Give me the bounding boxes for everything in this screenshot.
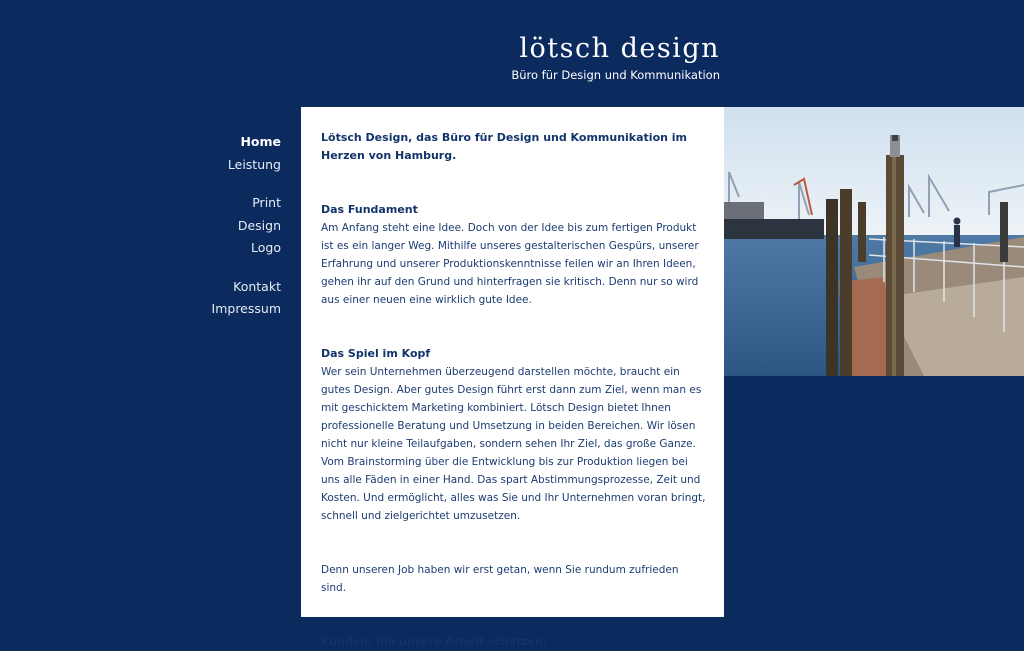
harbor-photo (724, 107, 1024, 376)
brand-subtitle: Büro für Design und Kommunikation (511, 68, 720, 82)
nav-group (212, 276, 281, 321)
nav-group (212, 131, 281, 176)
closing-text: Denn unseren Job haben wir erst getan, wenn Sie rundum zufrieden sind. (321, 564, 679, 594)
nav-item-impressum[interactable]: Impressum (211, 301, 281, 316)
section-fundament (321, 201, 706, 309)
nav-item-home[interactable]: Home (240, 134, 281, 149)
nav-item-print[interactable]: Print (252, 195, 281, 210)
section-body: Am Anfang steht eine Idee. Doch von der Idee bis zum fertigen Produkt ist es ein langer Weg. Mithilfe unseres gestalterischen Gespürs, unserer Erfahrung und unserer Produktionskenntnisse feilen wir an Ihren Ideen, gehen ihr auf den Grund und hinterfragen sie kritisch. Denn nur so wird aus einer neuen eine wirklich gute Idee. (321, 222, 699, 306)
nav-item-leistung[interactable]: Leistung (227, 156, 281, 172)
nav-item-design[interactable]: Design (237, 217, 281, 233)
section-heading: Das Spiel im Kopf (321, 347, 431, 360)
harbor-photo-image (724, 107, 1024, 376)
brand-logo-text[interactable]: lötsch design (519, 33, 720, 64)
section-spiel-im-kopf (321, 345, 706, 525)
clients-heading: Kunden, die unsere Arbeit schätzen: (321, 635, 548, 648)
nav-item-logo[interactable]: Logo (251, 240, 281, 255)
nav-item-kontakt[interactable]: Kontakt (233, 278, 281, 294)
brand-header (500, 30, 720, 82)
main-content (301, 107, 724, 648)
section-body: Wer sein Unternehmen überzeugend darstellen möchte, braucht ein gutes Design. Aber gutes Design führt erst dann zum Ziel, wenn man es mit geschicktem Marketing kombiniert. Lötsch Design bietet Ihnen professionelle Beratung und Umsetzung in beiden Bereichen. Wir lösen nicht nur kleine Teilaufgaben, sondern sehen Ihr Ziel, das große Ganze. Vom Brainstorming über die Entwicklung bis zur Produktion liegen bei uns alle Fäden in einer Hand. Das spart Abstimmungsprozesse, Zeit und Kosten. Und ermöglicht, alles was Sie und Ihr Unternehmen voran bringt, schnell und zielgerichtet umzusetzen. (321, 366, 706, 522)
intro-text: Lötsch Design, das Büro für Design und Kommunikation im Herzen von Hamburg. (321, 131, 688, 162)
section-heading: Das Fundament (321, 203, 418, 216)
nav-group (212, 192, 281, 260)
main-navigation (212, 131, 281, 337)
